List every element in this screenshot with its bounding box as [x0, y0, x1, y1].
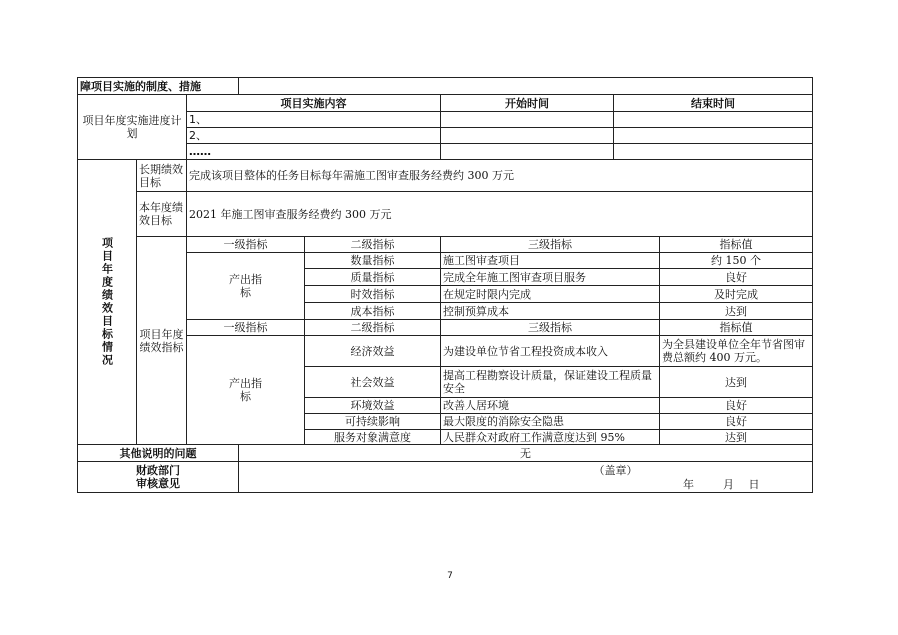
long-term-goal-label: 长期绩效目标 — [136, 159, 187, 192]
indicator-header: 三级指标 — [440, 236, 660, 253]
output-level3: 完成全年施工图审查项目服务 — [440, 268, 660, 286]
schedule-label: 项目年度实施进度计划 — [77, 94, 187, 160]
output-value: 约 150 个 — [659, 252, 813, 269]
effect-level2: 环境效益 — [304, 397, 441, 414]
finance-review-area — [238, 461, 813, 493]
effect-level2: 可持续影响 — [304, 413, 441, 430]
indicator-header: 二级指标 — [304, 236, 441, 253]
output-value: 良好 — [659, 268, 813, 286]
effect-level1: 产出指标 — [186, 335, 305, 445]
measures-value — [238, 77, 813, 95]
schedule-row-end — [613, 127, 813, 144]
effect-level2: 社会效益 — [304, 366, 441, 398]
date-year: 年 — [683, 478, 694, 491]
schedule-row-start — [440, 127, 614, 144]
indicators-label: 项目年度绩效指标 — [136, 236, 187, 445]
indicator-header: 指标值 — [659, 319, 813, 336]
effect-value: 达到 — [659, 429, 813, 445]
schedule-row-start — [440, 111, 614, 128]
date-month: 月 — [723, 478, 734, 491]
indicator-header: 二级指标 — [304, 319, 441, 336]
effect-value: 良好 — [659, 397, 813, 414]
output-level2: 时效指标 — [304, 285, 441, 303]
schedule-row-end — [613, 143, 813, 160]
page-number: 7 — [447, 571, 453, 581]
finance-review-label — [77, 461, 239, 493]
output-level2: 数量指标 — [304, 252, 441, 269]
effect-level2: 经济效益 — [304, 335, 441, 367]
schedule-row-end — [613, 111, 813, 128]
effect-value: 达到 — [659, 366, 813, 398]
schedule-row-content: 1、 — [186, 111, 441, 128]
output-level3: 施工图审查项目 — [440, 252, 660, 269]
output-level2: 质量指标 — [304, 268, 441, 286]
schedule-row-content: 2、 — [186, 127, 441, 144]
schedule-col-start: 开始时间 — [440, 94, 614, 112]
date-day: 日 — [748, 478, 760, 491]
schedule-row-content: …… — [186, 143, 441, 160]
output-level3: 控制预算成本 — [440, 302, 660, 320]
schedule-col-end: 结束时间 — [613, 94, 813, 112]
effect-value: 良好 — [659, 413, 813, 430]
finance-review-label-line1: 财政部门 — [136, 464, 180, 477]
other-issues-label: 其他说明的问题 — [77, 444, 239, 462]
effect-level3: 最大限度的消除安全隐患 — [440, 413, 660, 430]
schedule-row-start — [440, 143, 614, 160]
annual-goal-label: 本年度绩效目标 — [136, 191, 187, 237]
schedule-col-content: 项目实施内容 — [186, 94, 441, 112]
effect-level3: 人民群众对政府工作满意度达到 95% — [440, 429, 660, 445]
output-value: 达到 — [659, 302, 813, 320]
effect-level2: 服务对象满意度 — [304, 429, 441, 445]
long-term-goal-text: 完成该项目整体的任务目标每年需施工图审查服务经费约 300 万元 — [186, 159, 813, 192]
other-issues-value: 无 — [238, 444, 813, 462]
indicator-header: 一级指标 — [186, 319, 305, 336]
output-level1: 产出指标 — [186, 252, 305, 320]
indicator-header: 三级指标 — [440, 319, 660, 336]
seal-text: （盖章） — [593, 464, 638, 477]
output-level2: 成本指标 — [304, 302, 441, 320]
output-value: 及时完成 — [659, 285, 813, 303]
effect-level3: 改善人居环境 — [440, 397, 660, 414]
indicator-header: 指标值 — [659, 236, 813, 253]
performance-section-label: 项目年度绩效目标情况 — [77, 159, 137, 445]
annual-goal-text: 2021 年施工图审查服务经费约 300 万元 — [186, 191, 813, 237]
indicator-header: 一级指标 — [186, 236, 305, 253]
finance-review-label-line2: 审核意见 — [136, 477, 180, 490]
effect-level3: 提高工程勘察设计质量，保证建设工程质量安全 — [440, 366, 660, 398]
effect-value: 为全县建设单位全年节省图审费总额约 400 万元。 — [659, 335, 813, 367]
review-date — [619, 478, 809, 491]
effect-level3: 为建设单位节省工程投资成本收入 — [440, 335, 660, 367]
output-level3: 在规定时限内完成 — [440, 285, 660, 303]
measures-label: 障项目实施的制度、措施 — [77, 77, 239, 95]
